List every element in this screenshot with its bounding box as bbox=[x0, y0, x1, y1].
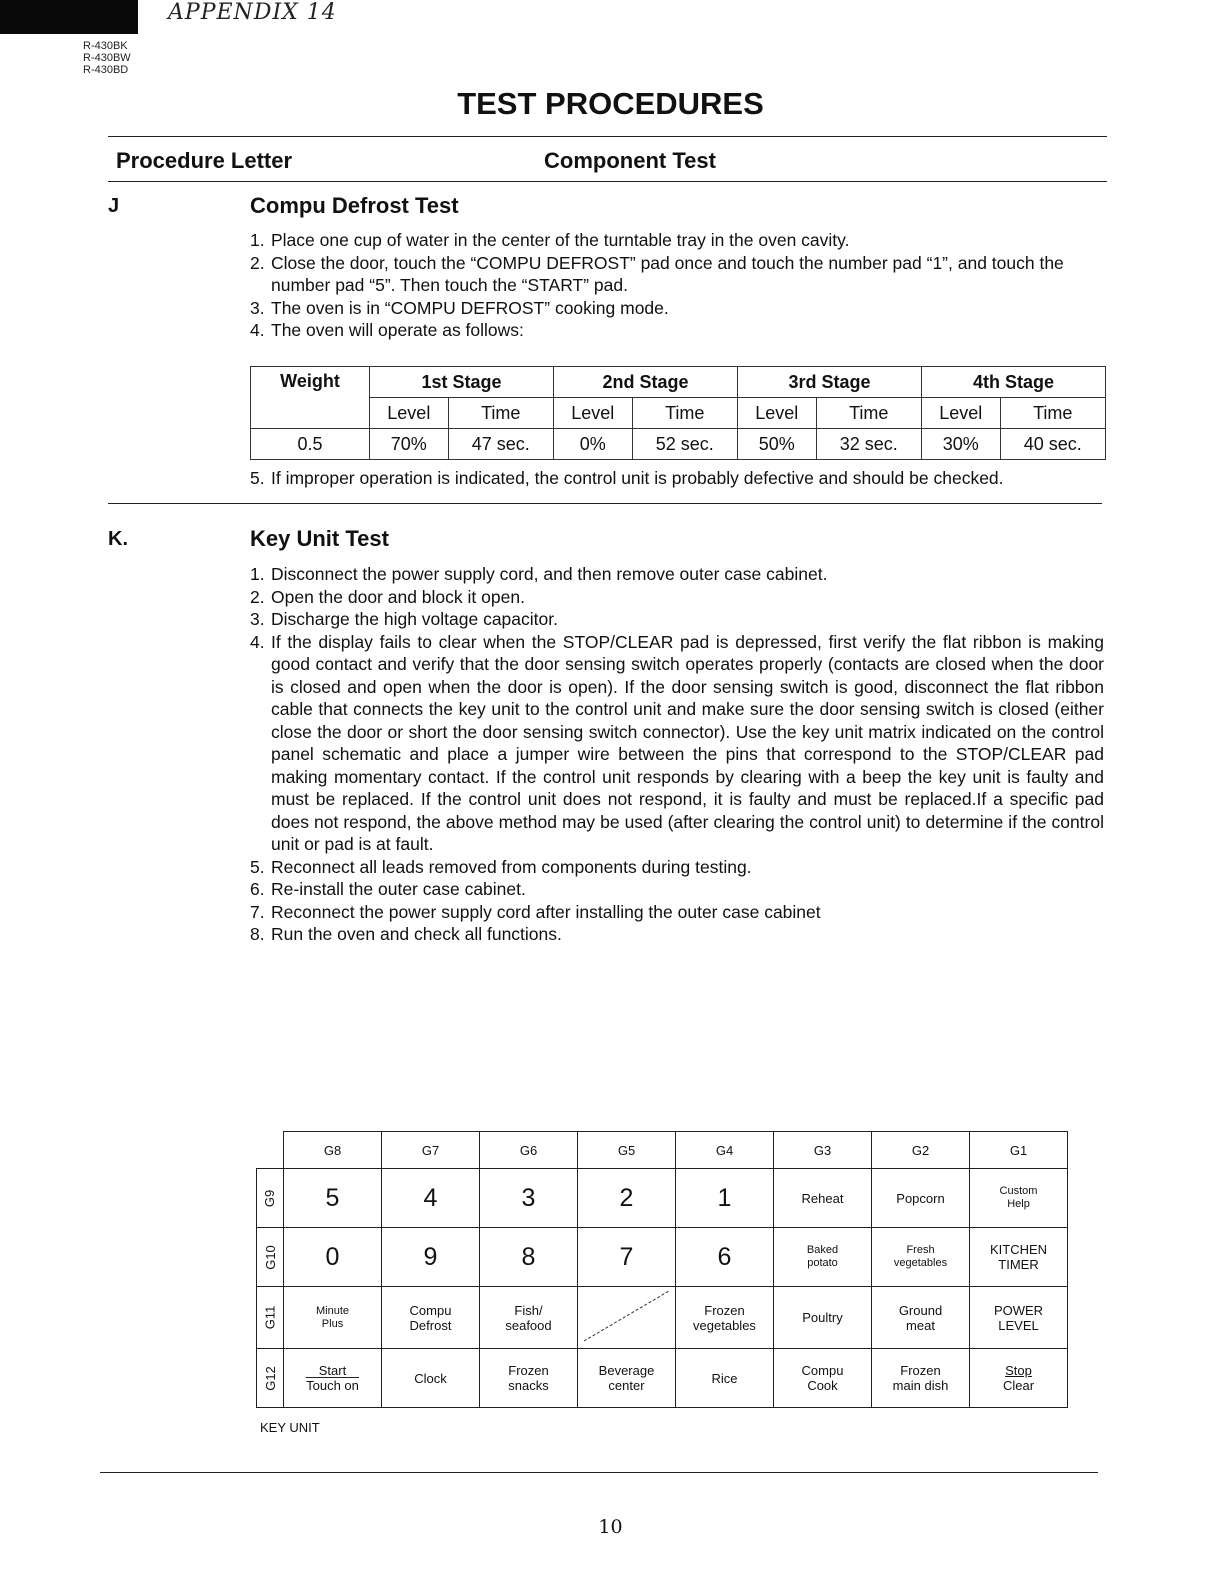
model-list bbox=[83, 40, 131, 76]
stage-header: 4th Stage bbox=[921, 367, 1105, 398]
table-cell: 50% bbox=[737, 429, 816, 460]
column-header-g8: G8 bbox=[284, 1132, 382, 1169]
list-item: 5. If improper operation is indicated, the control unit is probably defective and should be checked. bbox=[250, 468, 1004, 488]
row-header-g11: G11 bbox=[257, 1287, 284, 1349]
footer-rule bbox=[100, 1472, 1098, 1473]
key-custom-help: Custom Help bbox=[970, 1169, 1068, 1228]
list-item: 5. Reconnect all leads removed from components during testing. bbox=[250, 856, 752, 877]
column-header-g5: G5 bbox=[578, 1132, 676, 1169]
key-compu-cook: Compu Cook bbox=[774, 1349, 872, 1408]
weight-header: Weight bbox=[251, 367, 370, 429]
key-0: 0 bbox=[284, 1228, 382, 1287]
column-header-g1: G1 bbox=[970, 1132, 1068, 1169]
page-number: 10 bbox=[598, 1516, 623, 1538]
table-cell: 32 sec. bbox=[816, 429, 921, 460]
compu-defrost-step-5 bbox=[250, 467, 1106, 490]
row-header-g12: G12 bbox=[257, 1349, 284, 1408]
section-title-compu-defrost: Compu Defrost Test bbox=[250, 193, 459, 218]
stage-header: 3rd Stage bbox=[737, 367, 921, 398]
key-beverage-center: Beverage center bbox=[578, 1349, 676, 1408]
list-item: 3. Discharge the high voltage capacitor. bbox=[250, 609, 558, 629]
page-title: TEST PROCEDURES bbox=[457, 86, 764, 121]
key-unit-label: KEY UNIT bbox=[260, 1420, 320, 1435]
level-header: Level bbox=[737, 398, 816, 429]
column-header-g6: G6 bbox=[480, 1132, 578, 1169]
column-header-g2: G2 bbox=[872, 1132, 970, 1169]
row-header-g10: G10 bbox=[257, 1228, 284, 1287]
table-cell: 52 sec. bbox=[632, 429, 737, 460]
model-number: R-430BK bbox=[83, 40, 128, 52]
list-item: 4. The oven will operate as follows: bbox=[250, 320, 524, 340]
procedure-letter-header: Procedure Letter bbox=[116, 148, 293, 173]
key-start-touch-on: Start Touch on bbox=[284, 1349, 382, 1408]
key-stop-clear: Stop Clear bbox=[970, 1349, 1068, 1408]
model-number: R-430BD bbox=[83, 64, 129, 76]
compu-defrost-steps bbox=[250, 229, 1106, 342]
defrost-stage-table bbox=[250, 366, 1106, 460]
level-header: Level bbox=[370, 398, 449, 429]
list-item: 3. The oven is in “COMPU DEFROST” cooking mode. bbox=[250, 297, 669, 318]
table-cell: 30% bbox=[921, 429, 1000, 460]
key-clock: Clock bbox=[382, 1349, 480, 1408]
key-minute-plus: Minute Plus bbox=[284, 1287, 382, 1349]
key-poultry: Poultry bbox=[774, 1287, 872, 1349]
procedure-letter-k: K. bbox=[108, 528, 128, 550]
list-item: 4. If the display fails to clear when the STOP/CLEAR pad is depressed, first verify the flat ribbon is making good contact and verify that the door sensing switch operates properly (contacts are closed when the door is closed and open when the door is open). If the door sensing switch is good, disconnect the flat ribbon cable that connects the key unit to the control unit and make sure the door sensing switch is closed (either close the door or short the door sensing switch connector). Use the key unit matrix indicated on the control panel schematic and place a jumper wire between the pins that correspond to the STOP/CLEAR pad making momentary contact. If the control unit responds by clearing with a beep the key unit is faulty and must be replaced. If the control unit does not respond, it is faulty and must be replaced.If a specific pad does not respond, the above method may be used (after clearing the control unit) to determine if the control unit or pad is at fault. bbox=[250, 631, 1104, 854]
handwritten-note: APPENDIX 14 bbox=[168, 0, 337, 25]
key-fresh-vegetables: Fresh vegetables bbox=[872, 1228, 970, 1287]
table-cell: 47 sec. bbox=[448, 429, 553, 460]
time-header: Time bbox=[632, 398, 737, 429]
list-item: 2. Close the door, touch the “COMPU DEFROST” pad once and touch the number pad “1”, and touch the number pad “5”. Then touch the “START” pad. bbox=[250, 252, 1064, 295]
key-power-level: POWER LEVEL bbox=[970, 1287, 1068, 1349]
stage-header: 2nd Stage bbox=[553, 367, 737, 398]
column-header-g3: G3 bbox=[774, 1132, 872, 1169]
diagonal-slash-icon bbox=[578, 1287, 675, 1345]
key-1: 1 bbox=[676, 1169, 774, 1228]
key-empty-slot bbox=[578, 1287, 676, 1349]
key-6: 6 bbox=[676, 1228, 774, 1287]
time-header: Time bbox=[448, 398, 553, 429]
key-2: 2 bbox=[578, 1169, 676, 1228]
key-unit-matrix bbox=[256, 1131, 1068, 1408]
key-rice: Rice bbox=[676, 1349, 774, 1408]
key-baked-potato: Baked potato bbox=[774, 1228, 872, 1287]
header-rule-bottom bbox=[108, 181, 1107, 182]
model-number: R-430BW bbox=[83, 52, 131, 64]
stage-header: 1st Stage bbox=[370, 367, 554, 398]
header-rule-top bbox=[108, 136, 1107, 137]
list-item: 8. Run the oven and check all functions. bbox=[250, 924, 562, 944]
level-header: Level bbox=[553, 398, 632, 429]
section-divider bbox=[108, 503, 1102, 504]
table-cell: 0% bbox=[553, 429, 632, 460]
time-header: Time bbox=[816, 398, 921, 429]
column-header-g4: G4 bbox=[676, 1132, 774, 1169]
key-5: 5 bbox=[284, 1169, 382, 1228]
level-header: Level bbox=[921, 398, 1000, 429]
key-8: 8 bbox=[480, 1228, 578, 1287]
component-test-header: Component Test bbox=[544, 148, 716, 173]
list-item: 1. Place one cup of water in the center of the turntable tray in the oven cavity. bbox=[250, 230, 850, 250]
key-reheat: Reheat bbox=[774, 1169, 872, 1228]
list-item: 7. Reconnect the power supply cord after installing the outer case cabinet bbox=[250, 901, 821, 922]
key-ground-meat: Ground meat bbox=[872, 1287, 970, 1349]
key-frozen-vegetables: Frozen vegetables bbox=[676, 1287, 774, 1349]
key-frozen-snacks: Frozen snacks bbox=[480, 1349, 578, 1408]
section-title-key-unit: Key Unit Test bbox=[250, 526, 389, 551]
column-header-g7: G7 bbox=[382, 1132, 480, 1169]
list-item: 6. Re-install the outer case cabinet. bbox=[250, 879, 526, 899]
time-header: Time bbox=[1000, 398, 1105, 429]
procedure-letter-j: J bbox=[108, 195, 120, 217]
key-unit-steps bbox=[250, 563, 1104, 946]
key-9: 9 bbox=[382, 1228, 480, 1287]
corner-cell bbox=[257, 1132, 284, 1169]
table-cell: 40 sec. bbox=[1000, 429, 1105, 460]
list-item: 1. Disconnect the power supply cord, and then remove outer case cabinet. bbox=[250, 564, 828, 584]
table-cell: 70% bbox=[370, 429, 449, 460]
key-fish-seafood: Fish/ seafood bbox=[480, 1287, 578, 1349]
list-item: 2. Open the door and block it open. bbox=[250, 586, 525, 607]
key-3: 3 bbox=[480, 1169, 578, 1228]
key-7: 7 bbox=[578, 1228, 676, 1287]
key-frozen-main-dish: Frozen main dish bbox=[872, 1349, 970, 1408]
weight-value: 0.5 bbox=[251, 429, 370, 460]
key-4: 4 bbox=[382, 1169, 480, 1228]
key-popcorn: Popcorn bbox=[872, 1169, 970, 1228]
black-header-block bbox=[0, 0, 138, 34]
row-header-g9: G9 bbox=[257, 1169, 284, 1228]
key-compu-defrost: Compu Defrost bbox=[382, 1287, 480, 1349]
key-kitchen-timer: KITCHEN TIMER bbox=[970, 1228, 1068, 1287]
